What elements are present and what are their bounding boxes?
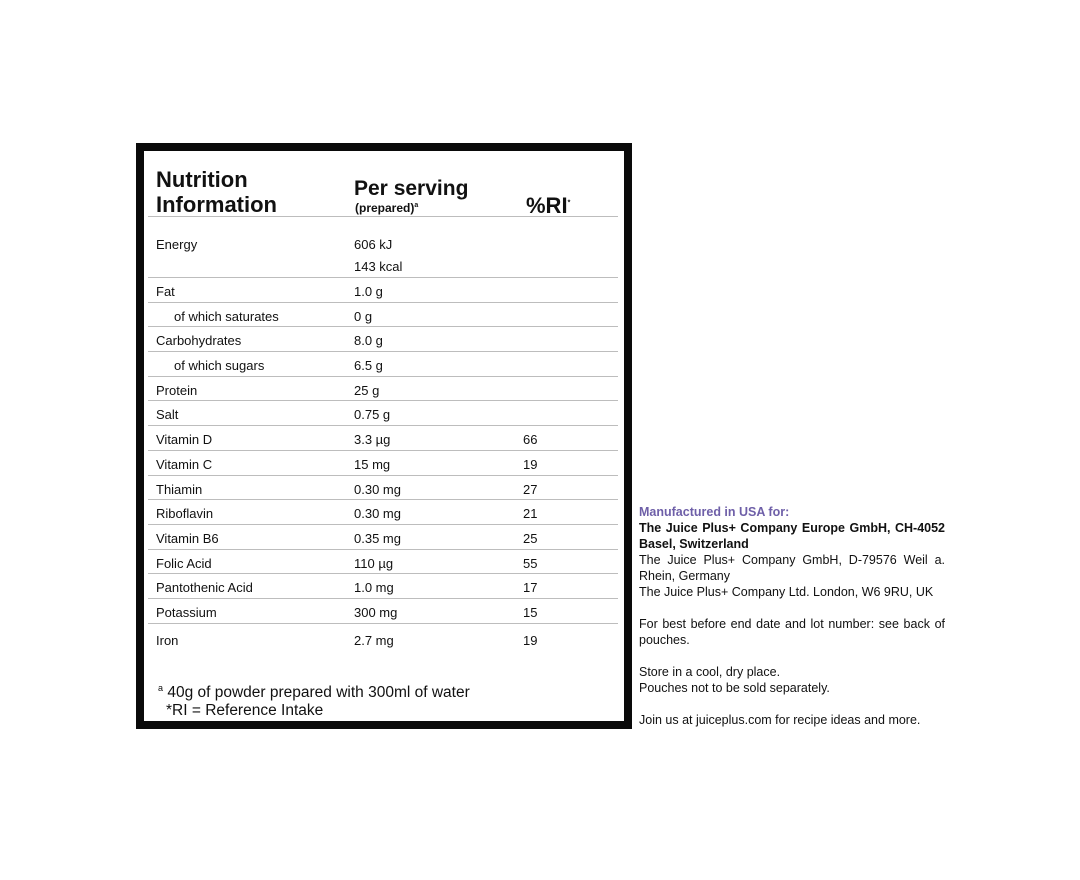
nutrient-table [148,216,618,654]
table-row [148,598,618,623]
nutrient-name: Folic Acid [156,555,212,571]
storage-text: Store in a cool, dry place. [639,665,781,679]
nutrient-value: 15 mg [354,456,391,472]
nutrient-ri: 15 [523,604,538,620]
table-row [148,326,618,351]
nutrient-value: 8.0 g [354,333,383,349]
company-uk: The Juice Plus+ Company Ltd. London, W6 9RU, UK [639,585,934,599]
nutrition-panel [136,143,632,729]
nutrition-header [144,151,624,224]
footnote-line1 [158,679,470,702]
energy-kj: 606 kJ [354,237,393,252]
nutrient-value: 0.75 g [354,407,391,423]
nutrient-value: 1.0 mg [354,580,394,596]
nutrient-name: of which sugars [174,358,265,374]
nutrient-ri: 17 [523,580,538,596]
table-row [148,475,618,500]
nutrient-ri: 25 [523,530,538,546]
nutrient-value: 110 µg [354,555,394,571]
title-line2: Information [156,192,277,217]
footnote [158,679,470,720]
table-row [148,623,618,654]
prepared-label [355,201,418,215]
pouches-text: Pouches not to be sold separately. [639,681,830,695]
manufactured-label: Manufactured in USA for: [639,505,790,519]
best-before-text: For best before end date and lot number: see back of pouches. [639,617,945,647]
nutrient-value: 0.30 mg [354,506,401,522]
table-row [148,425,618,450]
nutrient-name: Carbohydrates [156,333,242,349]
nutrient-ri: 27 [523,481,538,497]
title-line1: Nutrition [156,167,248,192]
table-row [148,524,618,549]
company-germany: The Juice Plus+ Company GmbH, D-79576 Weil a. Rhein, Germany [639,553,945,583]
nutrient-name: Energy [156,237,198,252]
nutrient-name: Potassium [156,604,217,620]
energy-kcal: 143 kcal [354,259,403,274]
nutrient-value: 6.5 g [354,358,383,374]
table-row-energy [148,216,618,277]
nutrient-value: 0.30 mg [354,481,401,497]
ri-text: %RI [526,193,568,218]
table-row [148,549,618,574]
nutrient-name: Riboflavin [156,506,214,522]
nutrient-value: 300 mg [354,604,398,620]
footnote-sup: a [158,683,164,693]
nutrient-name: Vitamin D [156,432,213,448]
table-row [148,573,618,598]
nutrient-ri: 19 [523,456,538,472]
nutrient-name: Thiamin [156,481,203,497]
nutrient-value: 0 g [354,308,373,324]
ri-sup: * [567,199,571,207]
nutrient-value: 25 g [354,382,380,398]
nutrient-name: of which saturates [174,308,279,324]
company-europe: The Juice Plus+ Company Europe GmbH, CH-4052 Basel, Switzerland [639,521,945,551]
nutrient-value: 3.3 µg [354,432,391,448]
table-row [148,450,618,475]
nutrient-value: 0.35 mg [354,530,401,546]
nutrient-name: Iron [156,632,179,648]
nutrient-name: Vitamin C [156,456,213,472]
footnote-line2: *RI = Reference Intake [166,702,324,720]
nutrient-ri: 19 [523,632,538,648]
nutrient-name: Protein [156,382,198,398]
nutrient-name: Vitamin B6 [156,530,219,546]
join-text: Join us at juiceplus.com for recipe ideas and more. [639,713,921,727]
nutrient-ri: 55 [523,555,538,571]
nutrient-ri: 21 [523,506,538,522]
prepared-text: (prepared) [355,201,415,215]
manufacturer-info [639,504,945,728]
nutrient-name: Fat [156,284,175,299]
nutrient-ri: 66 [523,432,538,448]
table-row [148,277,618,302]
prepared-sup: a [414,202,419,209]
table-row [148,400,618,425]
nutrient-name: Salt [156,407,179,423]
table-row [148,351,618,376]
nutrient-value: 1.0 g [354,284,383,299]
table-row [148,376,618,401]
table-row [148,302,618,327]
panel-title [156,167,277,217]
nutrient-name: Pantothenic Acid [156,580,253,596]
table-row [148,499,618,524]
nutrient-value: 2.7 mg [354,632,394,648]
footnote-text: 40g of powder prepared with 300ml of water [167,684,470,702]
per-serving-heading: Per serving [354,177,469,200]
